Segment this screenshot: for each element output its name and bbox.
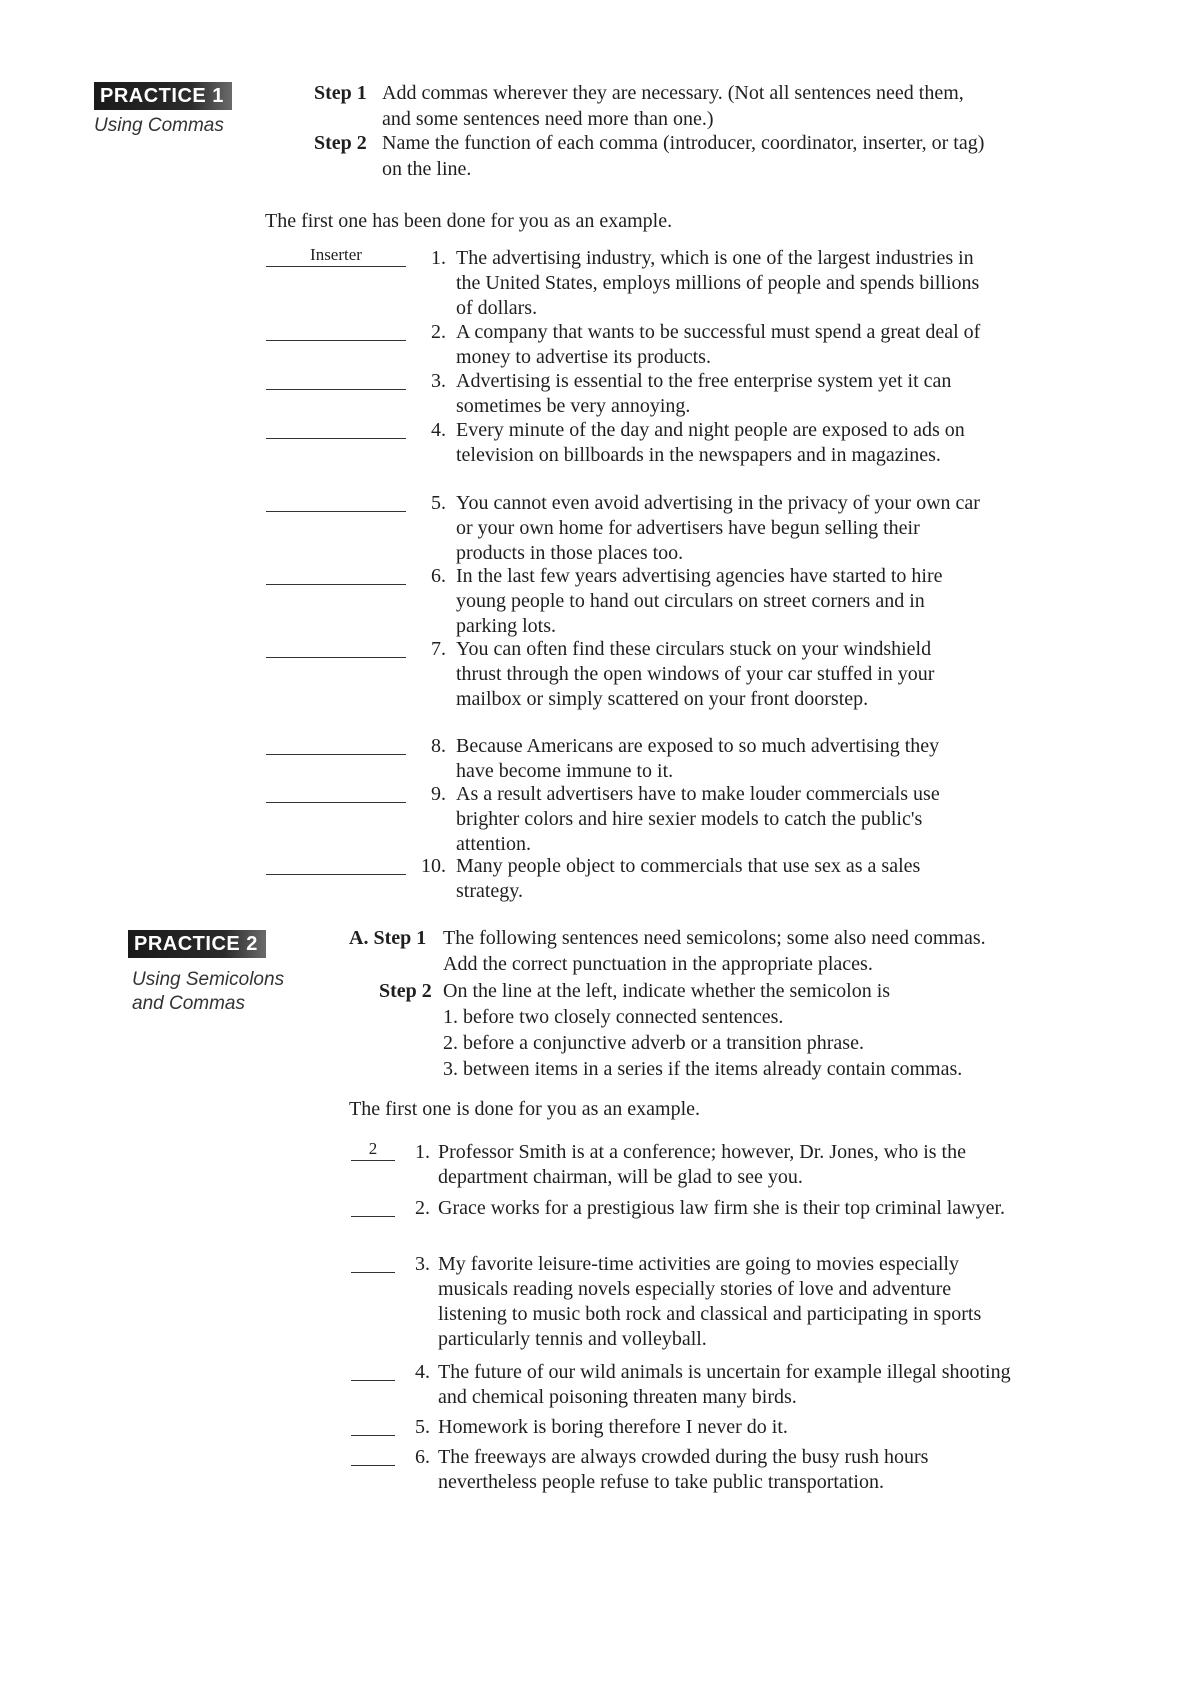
item-sentence: The future of our wild animals is uncertain for example illegal shooting and chemical poisoning threaten many birds.: [438, 1361, 1011, 1408]
practice-2-example-note: The first one is done for you as an example.: [349, 1098, 701, 1120]
item-sentence: A company that wants to be successful must spend a great deal of money to advertise its products.: [456, 321, 981, 368]
step-text: Name the function of each comma (introducer, coordinator, inserter, or tag) on the line.: [382, 132, 985, 180]
item-number: 8.: [431, 735, 446, 757]
item-number: 9.: [431, 783, 446, 805]
answer-blank[interactable]: [266, 782, 406, 803]
answer-blank[interactable]: [351, 1360, 395, 1381]
step-label: A. Step 1: [349, 927, 427, 949]
item-sentence: Many people object to commercials that use sex as a sales strategy.: [456, 855, 921, 902]
item-sentence: My favorite leisure-time activities are going to movies especially musicals reading novels especially stories of love and adventure listening to music both rock and classical and participating in sports particularly tennis and volleyball.: [438, 1253, 982, 1350]
item-sentence: Because Americans are exposed to so much advertising they have become immune to it.: [456, 735, 940, 782]
answer-blank[interactable]: [351, 1252, 395, 1273]
item-number: 10.: [421, 855, 446, 877]
item-sentence: In the last few years advertising agencies have started to hire young people to hand out circulars on street corners and in parking lots.: [456, 565, 943, 637]
semicolon-option-2: 2. before a conjunctive adverb or a transition phrase.: [443, 1032, 864, 1054]
answer-blank[interactable]: [266, 854, 406, 875]
answer-blank[interactable]: [266, 369, 406, 390]
step-label: Step 1: [314, 82, 367, 104]
step-text: The following sentences need semicolons; some also need commas. Add the correct punctuation in the appropriate places.: [443, 927, 986, 975]
item-sentence: You cannot even avoid advertising in the privacy of your own car or your own home for advertisers have begun selling their products in those places too.: [456, 492, 980, 564]
answer-blank[interactable]: [266, 564, 406, 585]
step-label: Step 2: [379, 980, 432, 1002]
item-number: 1.: [431, 247, 446, 269]
item-sentence: The freeways are always crowded during the busy rush hours nevertheless people refuse to take public transportation.: [438, 1446, 929, 1493]
step-label: Step 2: [314, 132, 367, 154]
item-number: 5.: [431, 492, 446, 514]
step-text: On the line at the left, indicate whether the semicolon is: [443, 980, 891, 1002]
item-sentence: Homework is boring therefore I never do it.: [438, 1416, 788, 1438]
semicolon-option-3: 3. between items in a series if the items already contain commas.: [443, 1058, 963, 1080]
answer-blank[interactable]: [266, 637, 406, 658]
answer-blank[interactable]: Inserter: [266, 246, 406, 267]
item-number: 2.: [431, 321, 446, 343]
practice-2-step-2: [379, 978, 1029, 1004]
item-number: 2.: [415, 1197, 430, 1219]
item-sentence: You can often find these circulars stuck on your windshield thrust through the open windows of your car stuffed in your mailbox or simply scattered on your front doorstep.: [456, 638, 935, 710]
item-number: 3.: [431, 370, 446, 392]
item-number: 3.: [415, 1253, 430, 1275]
item-sentence: Advertising is essential to the free enterprise system yet it can sometimes be very annoying.: [456, 370, 952, 417]
practice-1-example-note: The first one has been done for you as an example.: [265, 210, 673, 232]
item-sentence: The advertising industry, which is one of the largest industries in the United States, employs millions of people and spends billions of dollars.: [456, 247, 980, 319]
item-sentence: Every minute of the day and night people are exposed to ads on television on billboards in the newspapers and in magazines.: [456, 419, 965, 466]
practice-2-subtitle: Using Semicolons and Commas: [132, 969, 285, 1014]
answer-blank[interactable]: [266, 491, 406, 512]
practice-2-badge: PRACTICE 2: [128, 930, 266, 958]
item-number: 4.: [415, 1361, 430, 1383]
answer-blank[interactable]: 2: [351, 1140, 395, 1161]
item-number: 7.: [431, 638, 446, 660]
answer-blank[interactable]: [266, 734, 406, 755]
answer-blank[interactable]: [266, 418, 406, 439]
practice-1-badge: PRACTICE 1: [94, 82, 232, 110]
answer-blank[interactable]: [351, 1415, 395, 1436]
practice-1-subtitle: Using Commas: [94, 115, 224, 136]
item-sentence: As a result advertisers have to make louder commercials use brighter colors and hire sexier models to catch the public's attention.: [456, 783, 940, 855]
item-sentence: Professor Smith is at a conference; however, Dr. Jones, who is the department chairman, will be glad to see you.: [438, 1141, 966, 1188]
semicolon-option-1: 1. before two closely connected sentences.: [443, 1006, 784, 1028]
answer-blank[interactable]: [266, 320, 406, 341]
step-text: Add commas wherever they are necessary. (Not all sentences need them, and some sentences need more than one.): [382, 82, 964, 130]
item-number: 6.: [415, 1446, 430, 1468]
answer-blank[interactable]: [351, 1196, 395, 1217]
item-number: 5.: [415, 1416, 430, 1438]
practice-2-step-a1: [349, 925, 1029, 977]
item-number: 6.: [431, 565, 446, 587]
item-number: 4.: [431, 419, 446, 441]
practice-1-step-1: [314, 80, 1014, 132]
item-sentence: Grace works for a prestigious law firm she is their top criminal lawyer.: [438, 1197, 1006, 1219]
answer-blank[interactable]: [351, 1445, 395, 1466]
practice-1-step-2: [314, 130, 1014, 182]
item-number: 1.: [415, 1141, 430, 1163]
